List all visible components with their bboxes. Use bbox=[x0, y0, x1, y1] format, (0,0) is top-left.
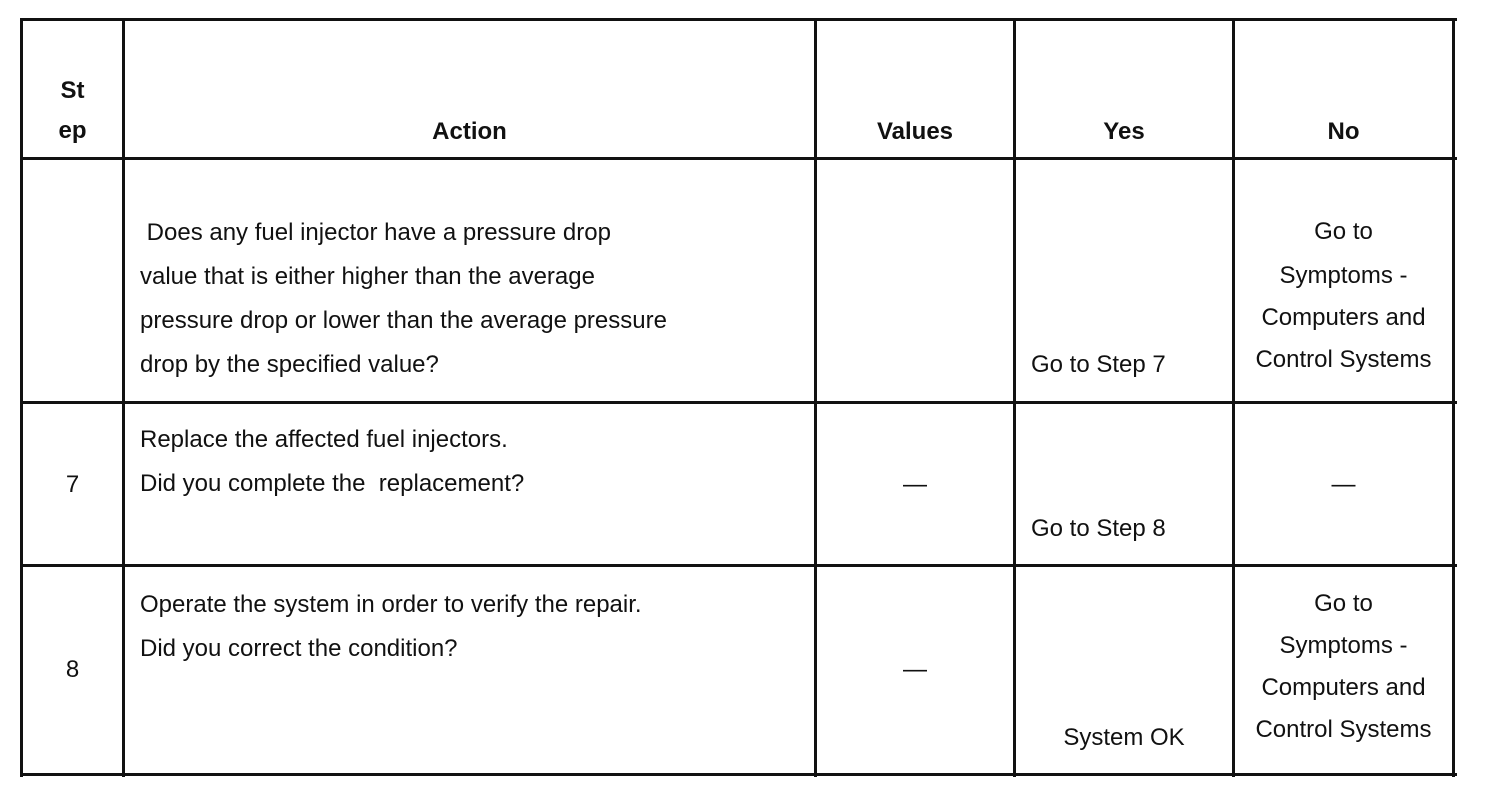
row1-no-line: Computers and bbox=[1261, 304, 1426, 331]
row3-no-line: Control Systems bbox=[1255, 716, 1432, 743]
header-no: No bbox=[1327, 118, 1360, 145]
row1-no-line: Control Systems bbox=[1255, 346, 1432, 373]
table-border-right bbox=[1452, 18, 1455, 777]
header-step-line2: ep bbox=[58, 117, 87, 144]
row1-action-line: pressure drop or lower than the average pressure bbox=[140, 307, 667, 334]
row1-action-line: value that is either higher than the average bbox=[140, 263, 595, 290]
row3-yes: System OK bbox=[1063, 724, 1185, 751]
row-divider bbox=[20, 401, 1457, 404]
row1-action-line: Does any fuel injector have a pressure drop bbox=[140, 219, 611, 246]
row2-action-line: Did you complete the replacement? bbox=[140, 470, 525, 497]
header-action: Action bbox=[432, 118, 507, 145]
row3-action-line: Operate the system in order to verify the repair. bbox=[140, 591, 642, 618]
row3-no bbox=[1235, 583, 1452, 751]
row2-action bbox=[140, 418, 810, 506]
row2-yes: Go to Step 8 bbox=[1031, 515, 1166, 542]
row2-values: — bbox=[903, 471, 927, 498]
row3-no-line: Computers and bbox=[1261, 674, 1426, 701]
row2-action-line: Replace the affected fuel injectors. bbox=[140, 426, 508, 453]
row2-step: 7 bbox=[65, 471, 80, 498]
table-border-bottom bbox=[20, 773, 1457, 776]
header-step-line1: St bbox=[60, 77, 85, 104]
header-divider bbox=[20, 157, 1457, 160]
row1-action bbox=[140, 211, 810, 387]
diagnostic-table bbox=[20, 18, 1457, 777]
row3-action bbox=[140, 583, 810, 671]
row1-action-line: drop by the specified value? bbox=[140, 351, 439, 378]
row3-no-line: Symptoms - bbox=[1279, 632, 1408, 659]
row1-no-line: Symptoms - bbox=[1279, 262, 1408, 289]
row2-no: — bbox=[1331, 471, 1356, 498]
row1-no-line: Go to bbox=[1314, 218, 1373, 245]
header-step bbox=[23, 71, 122, 151]
row-divider bbox=[20, 564, 1457, 567]
row1-no bbox=[1235, 210, 1452, 382]
row1-yes: Go to Step 7 bbox=[1031, 351, 1166, 378]
header-yes: Yes bbox=[1103, 118, 1145, 145]
table-border-top bbox=[20, 18, 1457, 21]
row3-no-line: Go to bbox=[1314, 590, 1373, 617]
row3-step: 8 bbox=[65, 656, 80, 683]
row3-values: — bbox=[903, 656, 927, 683]
row3-action-line: Did you correct the condition? bbox=[140, 635, 458, 662]
header-values: Values bbox=[876, 118, 954, 145]
